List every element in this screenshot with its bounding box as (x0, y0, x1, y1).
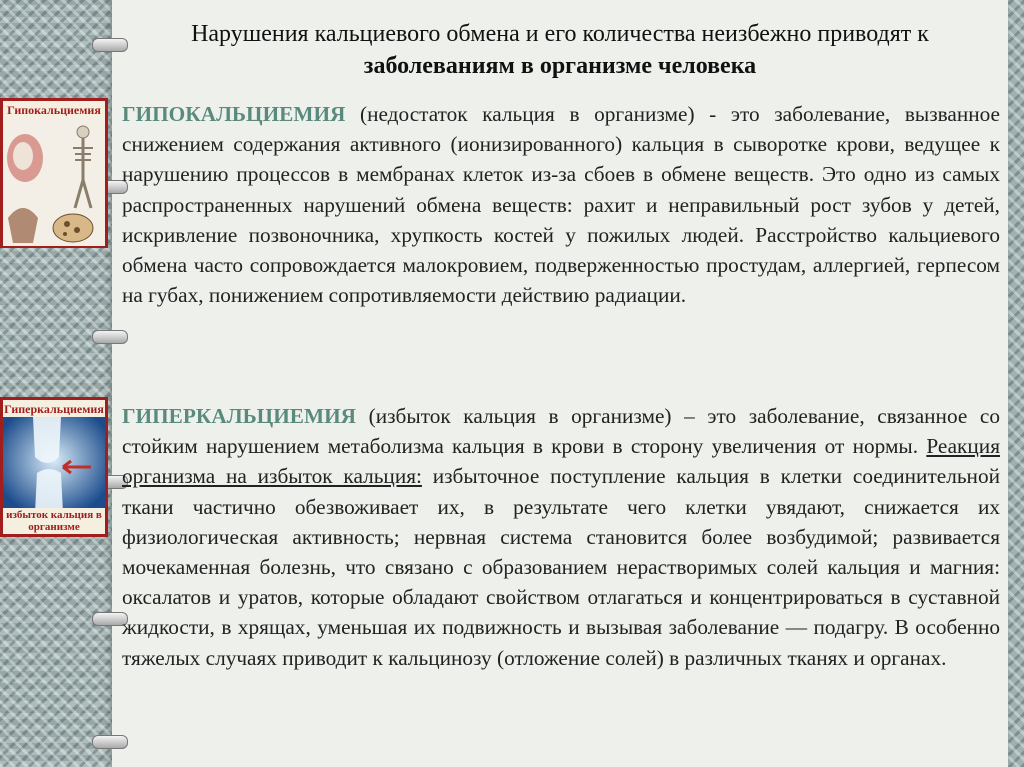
hypercalcemia-image (0, 397, 108, 537)
hypercalcemia-paragraph (122, 401, 1000, 673)
title-line-1: Нарушения кальциевого обмена и его количества неизбежно приводят к (191, 21, 929, 47)
binder-ring (92, 735, 128, 749)
title-line-2: заболеваниям в организме человека (363, 53, 757, 79)
binder-ring (92, 330, 128, 344)
hypocalcemia-image-title: Гипокальциемия (3, 101, 105, 118)
hypercalcemia-text-a: (избыток кальция в организме) – это заболевание, связанное со стойким нарушением метаболизма кальция в крови в сторону увеличения от нормы. (122, 404, 1000, 459)
hypocalcemia-image (0, 98, 108, 248)
hypocalcemia-text: (недостаток кальция в организме) - это заболевание, вызванное снижением содержания активного (ионизированного) кальция в сыворотке крови, ведущее к нарушению процессов в мембранах клеток из-за сбоев в обмене веществ. Это одно из самых распространенных нарушений обмена веществ: рахит и неправильный рост зубов у детей, искривление позвоночника, хрупкость костей у пожилых людей. Расстройство кальциевого обмена часто сопровождается малокровием, подверженностью простудам, аллергией, герпесом на губах, понижением сопротивляемости действию радиации. (122, 102, 1000, 308)
hypocalcemia-term: ГИПОКАЛЬЦИЕМИЯ (122, 102, 346, 126)
hypercalcemia-term: ГИПЕРКАЛЬЦИЕМИЯ (122, 404, 357, 428)
hypocalcemia-paragraph (122, 99, 1000, 310)
skeleton-illustration (3, 118, 105, 246)
slide-title (120, 18, 1000, 82)
hypercalcemia-underlined-text: Реакция организма на избыток кальция: (122, 434, 1000, 489)
hypercalcemia-image-caption: избыток кальция в организме (3, 508, 105, 534)
hypercalcemia-image-title: Гиперкальциемия (4, 402, 104, 416)
knee-joint-illustration (3, 417, 105, 513)
hypercalcemia-text-b: избыточное поступление кальция в клетки соединительной ткани частично обезвоживает их, в результате чего клетки увядают, снижается их физиологическая активность; нервная система становится более возбудимой; развивается мочекаменная болезнь, что связано с образованием нерастворимых солей кальция и магния: оксалатов и уратов, которые обладают свойством отлагаться и концентрироваться в суставной жидкости, в хрящах, уменьшая их подвижность и вызывая заболевание — подагру. В особенно тяжелых случаях приводит к кальцинозу (отложение солей) в различных тканях и органах. (122, 464, 1000, 670)
